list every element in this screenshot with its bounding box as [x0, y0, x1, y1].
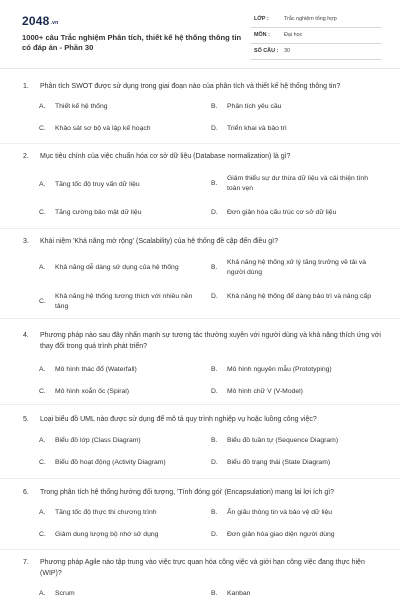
option-letter: C.: [39, 388, 46, 395]
question-text: [23, 487, 383, 498]
meta-row-subject: [250, 28, 382, 44]
answer-option[interactable]: [39, 124, 199, 134]
question-text: [23, 557, 383, 579]
option-text: Đơn giản hóa cấu trúc cơ sở dữ liệu: [227, 209, 337, 216]
question-number: 1.: [23, 83, 29, 90]
option-text: Khả năng dễ dàng sử dụng của hệ thống: [55, 264, 179, 271]
option-letter: A.: [39, 509, 46, 516]
option-letter: C.: [39, 459, 46, 466]
option-letter: C.: [39, 125, 46, 132]
option-letter: A.: [39, 590, 46, 597]
document-meta: [250, 12, 382, 60]
logo-text: 2048: [22, 14, 50, 28]
option-letter: D.: [211, 125, 218, 132]
option-letter: B.: [211, 103, 218, 110]
question-text: [23, 236, 383, 247]
meta-row-class: [250, 12, 382, 28]
question-text: [23, 151, 383, 162]
answer-option[interactable]: [211, 174, 381, 194]
option-text: Scrum: [55, 590, 75, 597]
option-letter: B.: [211, 509, 218, 516]
answer-option[interactable]: [39, 436, 199, 446]
answer-option[interactable]: [211, 292, 381, 302]
answer-option[interactable]: [211, 458, 381, 468]
answer-option[interactable]: [211, 436, 381, 446]
meta-value-count: 30: [284, 48, 290, 54]
question-divider: [0, 549, 400, 550]
option-text: Biểu đồ lớp (Class Diagram): [55, 437, 141, 444]
option-letter: A.: [39, 264, 46, 271]
document-header: [0, 0, 400, 66]
option-text: Mô hình thác đổ (Waterfall): [55, 366, 137, 373]
question-number: 5.: [23, 416, 29, 423]
answer-option[interactable]: [39, 387, 199, 397]
question-body: Phân tích SWOT được sử dụng trong giai đoạn nào của phân tích và thiết kế hệ thống thông tin?: [40, 83, 341, 90]
option-letter: A.: [39, 181, 46, 188]
option-text: Biểu đồ trạng thái (State Diagram): [227, 459, 331, 466]
answer-option[interactable]: [39, 458, 199, 468]
option-text: Tăng tốc độ thực thi chương trình: [55, 509, 157, 516]
site-logo[interactable]: [22, 14, 58, 28]
option-text: Biểu đồ tuần tự (Sequence Diagram): [227, 437, 339, 444]
option-text: Kanban: [227, 590, 251, 597]
option-text: Tăng cường bảo mật dữ liệu: [55, 209, 142, 216]
question-text: [23, 414, 383, 425]
option-text: Giảm dung lượng bộ nhớ sử dụng: [55, 531, 159, 538]
answer-option[interactable]: [39, 292, 199, 312]
question-text: [23, 330, 383, 352]
option-letter: C.: [39, 531, 46, 538]
meta-label-class: LỚP :: [254, 16, 269, 22]
question-number: 2.: [23, 153, 29, 160]
option-letter: A.: [39, 103, 46, 110]
answer-option[interactable]: [211, 258, 381, 278]
option-letter: D.: [211, 459, 218, 466]
answer-option[interactable]: [39, 208, 199, 218]
answer-option[interactable]: [39, 589, 199, 599]
option-letter: B.: [211, 264, 218, 271]
question-text: [23, 81, 383, 92]
answer-option[interactable]: [39, 102, 199, 112]
answer-option[interactable]: [39, 530, 199, 540]
option-text: Giảm thiểu sự dư thừa dữ liệu và cải thiện tính toàn vẹn: [227, 175, 368, 192]
meta-value-subject: Đại học: [284, 32, 303, 38]
option-letter: B.: [211, 366, 218, 373]
option-text: Khả năng hệ thống xử lý tăng trưởng về tải và người dùng: [227, 259, 367, 276]
option-letter: D.: [211, 388, 218, 395]
option-letter: A.: [39, 366, 46, 373]
option-letter: D.: [211, 531, 218, 538]
option-text: Khả năng hệ thống để dàng bảo trì và nâng cấp: [227, 293, 371, 300]
question-number: 3.: [23, 238, 29, 245]
option-text: Phân tích yêu cầu: [227, 103, 282, 110]
option-letter: B.: [211, 180, 218, 187]
question-body: Phương pháp nào sau đây nhấn mạnh sự tương tác thường xuyên với người dùng và khả năng thích ứng với thay đổi trong quá trình phát triển?: [40, 332, 381, 350]
document-title: 1000+ câu Trắc nghiệm Phân tích, thiết kế hệ thống thông tin có đáp án - Phần 30: [22, 33, 242, 52]
meta-value-class: Trắc nghiệm tổng hợp: [284, 16, 337, 22]
question-body: Trong phân tích hệ thống hướng đối tượng, 'Tính đóng gói' (Encapsulation) mang lại lợi ích gì?: [40, 489, 335, 496]
meta-row-count: [250, 44, 382, 60]
answer-option[interactable]: [211, 589, 381, 599]
question-body: Phương pháp Agile nào tập trung vào việc trực quan hóa công việc và giới hạn công việc đang thực hiện (WIP)?: [40, 559, 365, 577]
answer-option[interactable]: [39, 508, 199, 518]
question-divider: [0, 478, 400, 479]
option-text: Mô hình xoắn ốc (Spiral): [55, 388, 130, 395]
option-text: Tăng tốc độ truy vấn dữ liệu: [55, 181, 140, 188]
answer-option[interactable]: [211, 102, 381, 112]
option-letter: B.: [211, 590, 218, 597]
option-letter: D.: [211, 293, 218, 300]
question-body: Mục tiêu chính của việc chuẩn hóa cơ sở dữ liệu (Database normalization) là gì?: [40, 153, 291, 160]
answer-option[interactable]: [211, 508, 381, 518]
option-text: Khảo sát sơ bộ và lập kế hoạch: [55, 125, 151, 132]
question-divider: [0, 404, 400, 405]
option-text: Mô hình nguyên mẫu (Prototyping): [227, 366, 332, 373]
question-divider: [0, 228, 400, 229]
question-number: 7.: [23, 559, 29, 566]
question-number: 6.: [23, 489, 29, 496]
option-letter: D.: [211, 209, 218, 216]
question-body: Khái niệm 'Khả năng mở rộng' (Scalability) của hệ thống đề cập đến điều gì?: [40, 238, 279, 245]
option-letter: C.: [39, 209, 46, 216]
option-text: Khả năng hệ thống tương thích với nhiều nền tảng: [55, 293, 193, 310]
meta-label-subject: MÔN :: [254, 32, 270, 38]
answer-option[interactable]: [211, 208, 381, 218]
answer-option[interactable]: [211, 365, 381, 375]
option-letter: C.: [39, 298, 46, 305]
answer-option[interactable]: [211, 530, 381, 540]
option-text: Thiết kế hệ thống: [55, 103, 108, 110]
question-body: Loại biểu đồ UML nào được sử dụng để mô tả quy trình nghiệp vụ hoặc luồng công việc?: [40, 416, 317, 423]
option-text: Biểu đồ hoạt động (Activity Diagram): [55, 459, 166, 466]
answer-option[interactable]: [211, 124, 381, 134]
question-number: 4.: [23, 332, 29, 339]
option-text: Mô hình chữ V (V-Model): [227, 388, 303, 395]
header-divider: [0, 68, 400, 69]
answer-option[interactable]: [39, 180, 199, 190]
meta-label-count: SỐ CÂU :: [254, 48, 279, 54]
option-letter: B.: [211, 437, 218, 444]
option-text: Ẩn giấu thông tin và bảo vệ dữ liệu: [227, 509, 333, 516]
option-text: Đơn giản hóa giao diện người dùng: [227, 531, 335, 538]
option-letter: A.: [39, 437, 46, 444]
answer-option[interactable]: [211, 387, 381, 397]
option-text: Triển khai và bảo trì: [227, 125, 287, 132]
question-divider: [0, 143, 400, 144]
question-divider: [0, 318, 400, 319]
answer-option[interactable]: [39, 263, 199, 273]
answer-option[interactable]: [39, 365, 199, 375]
logo-suffix: .vn: [50, 20, 59, 26]
